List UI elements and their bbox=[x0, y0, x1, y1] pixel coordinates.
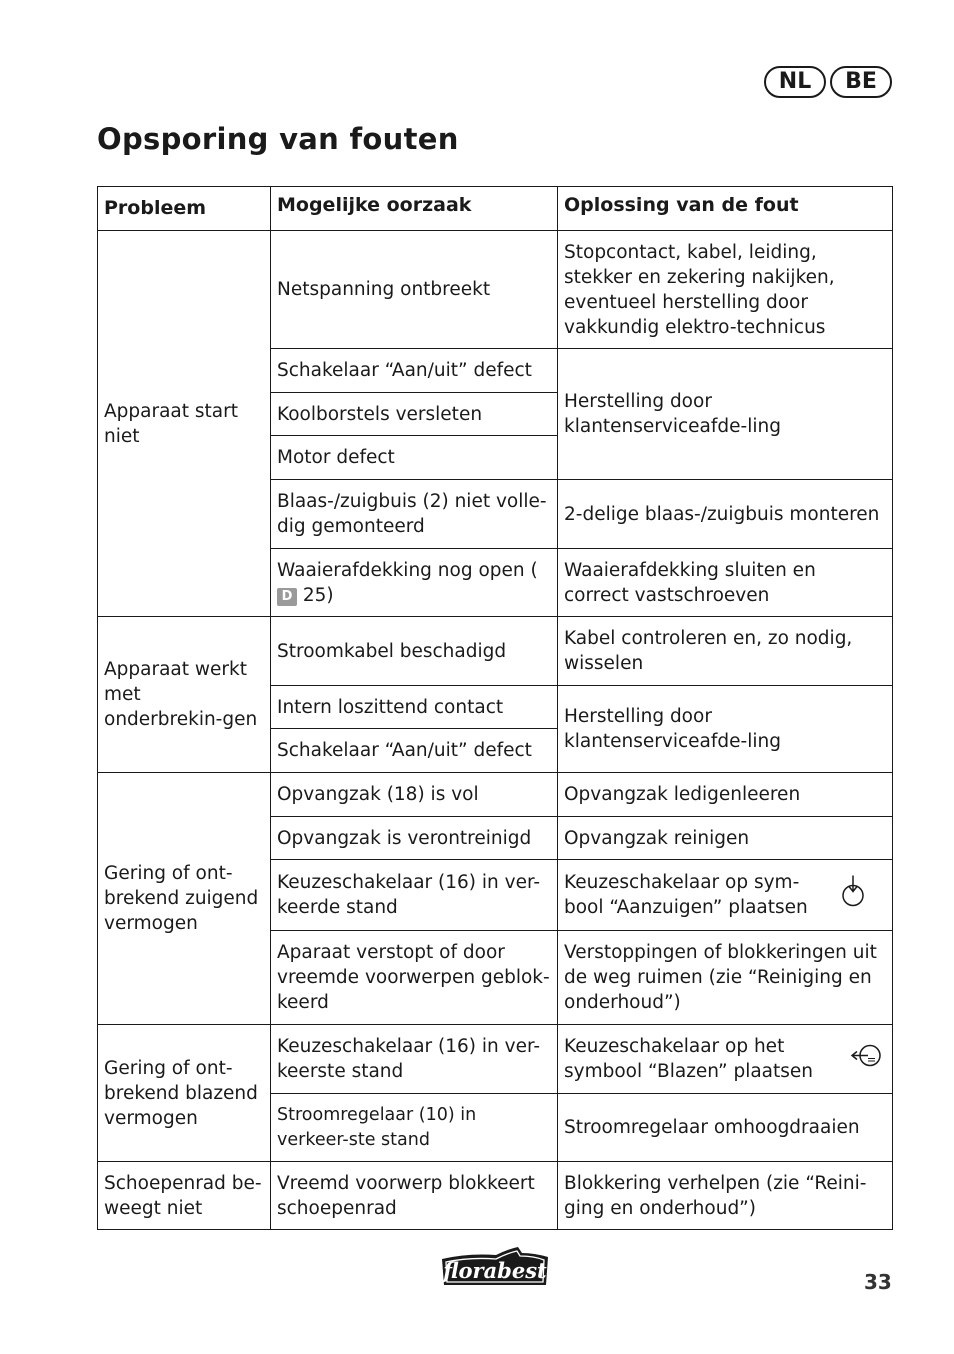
oplossing-text: Keuzeschakelaar op sym-bool “Aanzuigen” plaatsen bbox=[564, 872, 808, 918]
oorzaak-cell: Koolborstels versleten bbox=[271, 393, 558, 436]
oplossing-cell: Opvangzak ledigenleeren bbox=[558, 773, 893, 817]
oorzaak-cell: Keuzeschakelaar (16) in ver-keerste stand bbox=[271, 1025, 558, 1094]
blow-symbol-icon bbox=[850, 1043, 884, 1076]
header-oplossing: Oplossing van de fout bbox=[558, 187, 893, 231]
oorzaak-cell: Intern loszittend contact bbox=[271, 686, 558, 729]
probleem-cell: Gering of ont-brekend blazend vermogen bbox=[98, 1025, 271, 1162]
oorzaak-cell: Keuzeschakelaar (16) in ver-keerde stand bbox=[271, 860, 558, 931]
language-badges bbox=[764, 66, 892, 98]
page-number: 33 bbox=[864, 1270, 892, 1294]
oplossing-cell: Stopcontact, kabel, leiding, stekker en zekering nakijken, eventueel herstelling door vakkundig elektro-technicus bbox=[558, 231, 893, 349]
oplossing-cell bbox=[558, 860, 893, 931]
oplossing-cell: Herstelling door klantenserviceafde-ling bbox=[558, 686, 893, 773]
oorzaak-cell: Netspanning ontbreekt bbox=[271, 231, 558, 349]
header-probleem: Probleem bbox=[98, 187, 271, 231]
language-badge-be: BE bbox=[830, 66, 892, 98]
oplossing-cell: Opvangzak reinigen bbox=[558, 817, 893, 860]
language-badge-nl: NL bbox=[764, 66, 826, 98]
table-row bbox=[98, 1025, 893, 1094]
oorzaak-cell: Schakelaar “Aan/uit” defect bbox=[271, 349, 558, 393]
oorzaak-cell: Stroomkabel beschadigd bbox=[271, 617, 558, 686]
table-row bbox=[98, 1162, 893, 1230]
troubleshooting-table bbox=[97, 186, 893, 1230]
oorzaak-cell bbox=[271, 549, 558, 617]
table-header-row bbox=[98, 187, 893, 231]
oplossing-cell: Kabel controleren en, zo nodig, wisselen bbox=[558, 617, 893, 686]
suction-symbol-icon bbox=[840, 875, 866, 916]
probleem-cell: Apparaat start niet bbox=[98, 231, 271, 617]
logo-text: florabest bbox=[443, 1258, 547, 1283]
oorzaak-text: 25) bbox=[297, 584, 334, 606]
table-row bbox=[98, 231, 893, 349]
oplossing-cell bbox=[558, 1025, 893, 1094]
florabest-logo bbox=[438, 1245, 552, 1293]
oorzaak-cell: Opvangzak is verontreinigd bbox=[271, 817, 558, 860]
oorzaak-cell: Vreemd voorwerp blokkeert schoepenrad bbox=[271, 1162, 558, 1230]
table-row bbox=[98, 773, 893, 817]
oplossing-cell: Waaierafdekking sluiten en correct vastschroeven bbox=[558, 549, 893, 617]
probleem-cell: Gering of ont-brekend zuigend vermogen bbox=[98, 773, 271, 1025]
oorzaak-cell: Blaas-/zuigbuis (2) niet volle-dig gemonteerd bbox=[271, 480, 558, 549]
oplossing-cell: Verstoppingen of blokkeringen uit de weg ruimen (zie “Reiniging en onderhoud”) bbox=[558, 931, 893, 1025]
probleem-cell: Schoepenrad be-weegt niet bbox=[98, 1162, 271, 1230]
oplossing-cell: 2-delige blaas-/zuigbuis monteren bbox=[558, 480, 893, 549]
header-oorzaak: Mogelijke oorzaak bbox=[271, 187, 558, 231]
oorzaak-cell: Stroomregelaar (10) in verkeer-ste stand bbox=[271, 1094, 558, 1162]
oplossing-text: Keuzeschakelaar op het symbool “Blazen” plaatsen bbox=[564, 1036, 814, 1082]
oorzaak-text: Waaierafdekking nog open ( bbox=[277, 559, 538, 581]
oorzaak-cell: Aparaat verstopt of door vreemde voorwerpen geblok-keerd bbox=[271, 931, 558, 1025]
table-row bbox=[98, 617, 893, 686]
probleem-cell: Apparaat werkt met onderbrekin-gen bbox=[98, 617, 271, 773]
oplossing-cell: Blokkering verhelpen (zie “Reini-ging en onderhoud”) bbox=[558, 1162, 893, 1230]
figure-ref-badge: D bbox=[277, 588, 297, 606]
oorzaak-cell: Schakelaar “Aan/uit” defect bbox=[271, 729, 558, 773]
oorzaak-cell: Opvangzak (18) is vol bbox=[271, 773, 558, 817]
oplossing-cell: Stroomregelaar omhoogdraaien bbox=[558, 1094, 893, 1162]
oorzaak-cell: Motor defect bbox=[271, 436, 558, 480]
page-title: Opsporing van fouten bbox=[97, 122, 459, 156]
oplossing-cell: Herstelling door klantenserviceafde-ling bbox=[558, 349, 893, 480]
